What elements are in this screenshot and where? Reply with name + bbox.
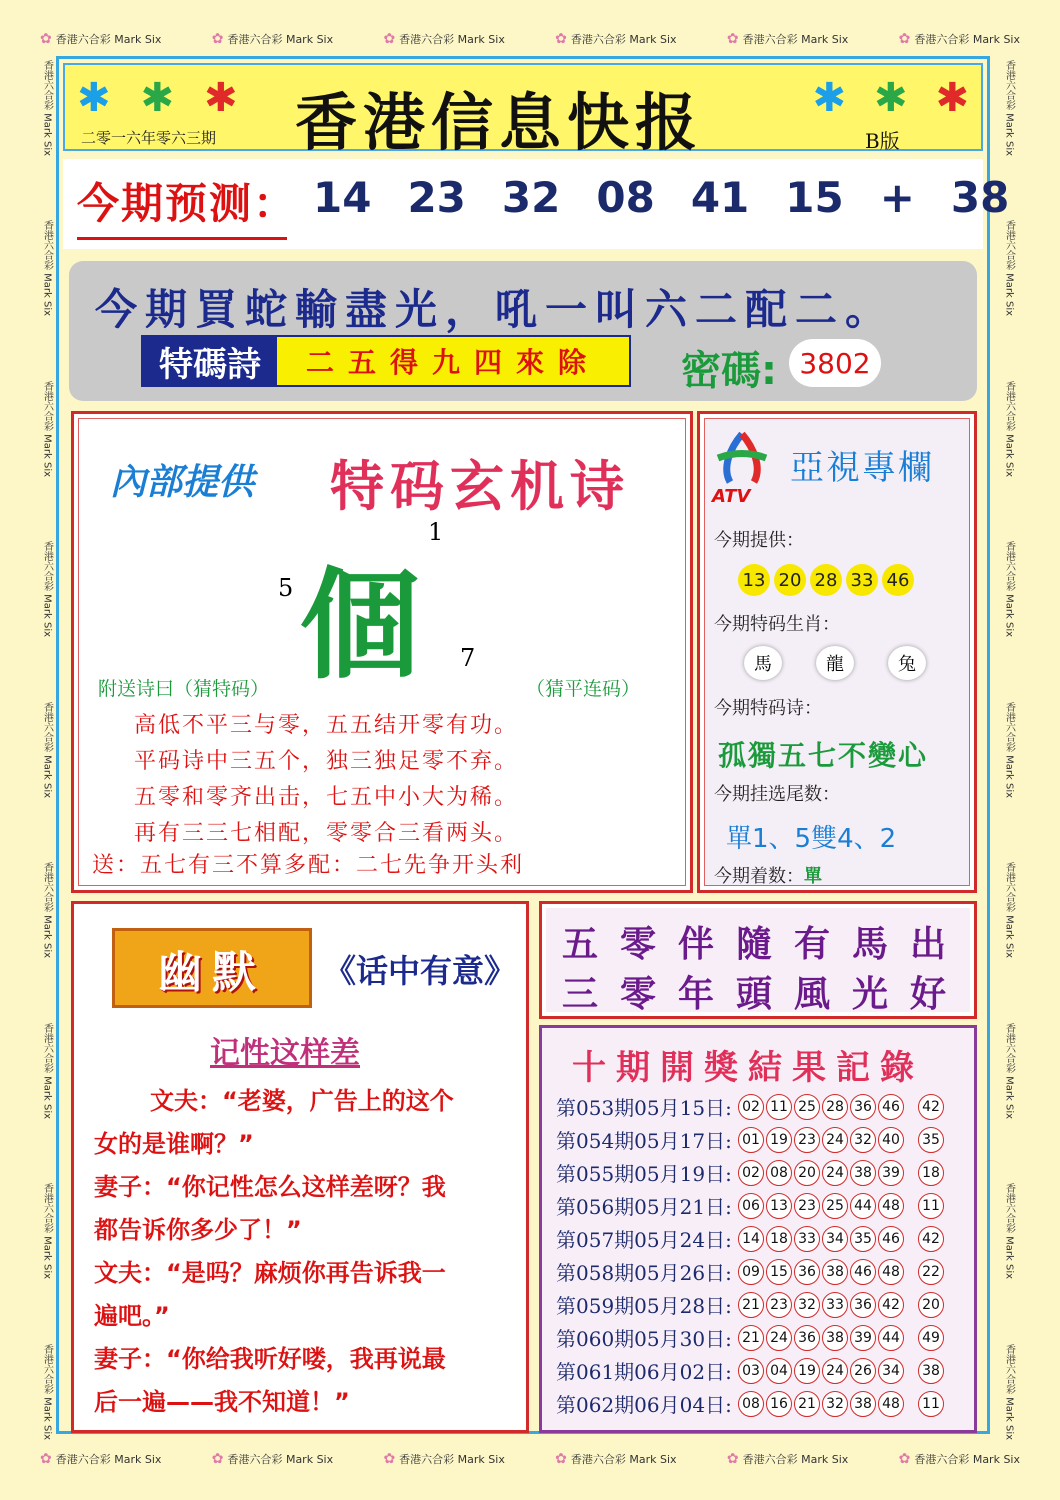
result-ball: 36 — [850, 1094, 876, 1120]
result-row — [556, 1189, 944, 1222]
border-tag: 香港六合彩 Mark Six — [399, 33, 505, 46]
riddle-note-left: 附送诗曰（猜特码） — [98, 678, 270, 700]
border-tag: 香港六合彩 Mark Six — [41, 220, 53, 317]
result-ball: 15 — [766, 1259, 792, 1285]
number-ball: 46 — [882, 564, 914, 596]
humor-badge: 幽默 — [112, 928, 312, 1008]
border-bottom — [40, 1450, 1020, 1468]
result-row-label: 第057期05月24日: — [556, 1228, 732, 1252]
result-special-ball: 49 — [918, 1325, 944, 1351]
riddle-provider: 內部提供 — [110, 462, 255, 503]
result-ball: 09 — [738, 1259, 764, 1285]
result-ball: 38 — [822, 1259, 848, 1285]
result-row — [556, 1090, 944, 1123]
result-ball: 24 — [822, 1127, 848, 1153]
prediction-number: 14 — [313, 173, 372, 222]
humor-line: 文夫：“老婆，广告上的这个 — [150, 1087, 454, 1115]
asterisk-icon: ✱ — [935, 75, 969, 121]
result-ball: 06 — [738, 1193, 764, 1219]
prediction-number: 41 — [690, 173, 750, 222]
number-ball: 33 — [846, 564, 878, 596]
atv-tail-numbers: 單1、5雙4、2 — [726, 824, 897, 854]
humor-story — [94, 1080, 514, 1424]
plus-sign: + — [879, 173, 915, 222]
secret-code-label: 密碼: — [681, 348, 777, 394]
result-ball: 21 — [738, 1325, 764, 1351]
result-ball: 32 — [794, 1292, 820, 1318]
result-ball: 20 — [794, 1160, 820, 1186]
flower-icon: ✿ — [555, 1451, 567, 1467]
result-balls — [738, 1325, 904, 1351]
result-row-label: 第056期05月21日: — [556, 1195, 732, 1219]
riddle-number: 5 — [278, 574, 294, 602]
humor-line: 文夫：“是吗？麻烦你再告诉我一 — [94, 1259, 446, 1287]
border-tag: 香港六合彩 Mark Six — [399, 1453, 505, 1466]
border-tag: 香港六合彩 Mark Six — [1003, 1343, 1015, 1440]
result-row-label: 第058期05月26日: — [556, 1261, 732, 1285]
border-tag: 香港六合彩 Mark Six — [742, 1453, 849, 1466]
results-title: 十期開獎結果記錄 — [572, 1048, 924, 1088]
prediction-number: 08 — [596, 173, 655, 222]
atv-column — [697, 411, 977, 893]
results-panel — [539, 1025, 977, 1433]
atv-column-title: 亞視專欄 — [790, 448, 934, 488]
result-special-ball: 35 — [918, 1127, 944, 1153]
result-row — [556, 1321, 944, 1354]
result-ball: 48 — [878, 1391, 904, 1417]
star-group-left — [77, 75, 238, 121]
result-ball: 33 — [822, 1292, 848, 1318]
result-balls — [738, 1259, 904, 1285]
border-tag: 香港六合彩 Mark Six — [742, 33, 849, 46]
border-tag: 香港六合彩 Mark Six — [41, 380, 53, 478]
atv-parity — [714, 862, 822, 888]
result-row-label: 第061期06月02日: — [556, 1360, 732, 1384]
result-ball: 48 — [878, 1193, 904, 1219]
humor-line: 都告诉你多少了！” — [94, 1216, 302, 1244]
result-row — [556, 1255, 944, 1288]
border-tag: 香港六合彩 Mark Six — [41, 862, 53, 959]
result-ball: 23 — [766, 1292, 792, 1318]
result-balls — [738, 1193, 904, 1219]
result-ball: 03 — [738, 1358, 764, 1384]
atv-poem-label: 今期特码诗： — [714, 698, 822, 719]
prediction-label: 今期预测： — [77, 179, 298, 228]
flower-icon: ✿ — [555, 31, 567, 47]
result-ball: 11 — [766, 1094, 792, 1120]
result-special-ball: 18 — [918, 1160, 944, 1186]
flower-icon: ✿ — [211, 1451, 224, 1467]
border-top — [40, 30, 1020, 48]
flower-icon: ✿ — [898, 1451, 911, 1467]
result-ball: 36 — [794, 1325, 820, 1351]
humor-panel — [71, 901, 529, 1433]
result-ball: 39 — [850, 1325, 876, 1351]
humor-line: 妻子：“你记性怎么这样差呀？我 — [94, 1173, 446, 1201]
border-tag: 香港六合彩 Mark Six — [1003, 1022, 1015, 1119]
result-ball: 34 — [822, 1226, 848, 1252]
result-row — [556, 1288, 944, 1321]
zodiac-ball: 龍 — [816, 646, 854, 680]
result-ball: 24 — [822, 1358, 848, 1384]
result-ball: 13 — [766, 1193, 792, 1219]
result-ball: 44 — [878, 1325, 904, 1351]
result-ball: 02 — [738, 1160, 764, 1186]
result-ball: 42 — [878, 1292, 904, 1318]
riddle-panel — [71, 411, 693, 893]
flower-icon: ✿ — [383, 1451, 396, 1467]
prediction-numbers — [313, 173, 1009, 222]
result-ball: 19 — [794, 1358, 820, 1384]
result-ball: 32 — [850, 1127, 876, 1153]
special-poem-text: 二五得九四來除 — [277, 337, 629, 385]
result-ball: 35 — [850, 1226, 876, 1252]
border-tag: 香港六合彩 Mark Six — [1003, 380, 1015, 478]
border-tag: 香港六合彩 Mark Six — [55, 33, 162, 46]
humor-title: 记性这样差 — [210, 1036, 360, 1071]
border-tag: 香港六合彩 Mark Six — [1003, 541, 1015, 638]
result-ball: 26 — [850, 1358, 876, 1384]
prediction-number: 15 — [785, 173, 844, 222]
result-ball: 36 — [850, 1292, 876, 1318]
asterisk-icon: ✱ — [812, 75, 846, 121]
flower-icon: ✿ — [383, 31, 396, 47]
border-left — [38, 60, 56, 1440]
result-ball: 24 — [822, 1160, 848, 1186]
atv-logo-text: ATV — [712, 486, 751, 507]
slogan-panel — [69, 261, 977, 401]
atv-zodiac-label: 今期特码生肖： — [714, 614, 840, 635]
result-ball: 38 — [850, 1160, 876, 1186]
riddle-bonus-line: 送：五七有三不算多配：二七先争开头利 — [92, 853, 525, 878]
result-ball: 08 — [738, 1391, 764, 1417]
result-balls — [738, 1094, 904, 1120]
humor-line: 遍吧。” — [94, 1302, 170, 1330]
border-tag: 香港六合彩 Mark Six — [1003, 220, 1015, 317]
result-special-ball: 20 — [918, 1292, 944, 1318]
number-ball: 28 — [810, 564, 842, 596]
result-special-ball: 11 — [918, 1193, 944, 1219]
asterisk-icon: ✱ — [873, 75, 908, 121]
result-ball: 19 — [766, 1127, 792, 1153]
result-ball: 36 — [794, 1259, 820, 1285]
result-row — [556, 1354, 944, 1387]
result-ball: 21 — [794, 1391, 820, 1417]
flower-icon: ✿ — [898, 31, 911, 47]
border-tag: 香港六合彩 Mark Six — [41, 1022, 53, 1119]
result-balls — [738, 1292, 904, 1318]
result-ball: 46 — [878, 1094, 904, 1120]
border-tag: 香港六合彩 Mark Six — [1003, 60, 1015, 157]
result-row-label: 第055期05月19日: — [556, 1162, 732, 1186]
result-ball: 46 — [850, 1259, 876, 1285]
result-ball: 33 — [794, 1226, 820, 1252]
humor-line: 妻子：“你给我听好喽，我再说最 — [94, 1345, 446, 1373]
riddle-verses — [134, 708, 518, 852]
masthead — [63, 63, 983, 159]
flower-icon: ✿ — [726, 1451, 739, 1467]
secret-code-value: 3802 — [789, 339, 881, 387]
result-ball: 14 — [738, 1226, 764, 1252]
number-ball: 20 — [774, 564, 806, 596]
prediction-number: 23 — [407, 173, 466, 222]
result-ball: 39 — [878, 1160, 904, 1186]
result-special-ball: 22 — [918, 1259, 944, 1285]
riddle-verse-line: 高低不平三与零，五五结开零有功。 — [134, 713, 519, 738]
humor-line: 后一遍——我不知道！” — [94, 1388, 350, 1416]
atv-provide-label: 今期提供： — [714, 530, 804, 551]
border-tag: 香港六合彩 Mark Six — [41, 1343, 53, 1440]
flower-icon: ✿ — [211, 31, 224, 47]
riddle-verse-line: 平码诗中三五个，独三独足零不弃。 — [134, 749, 519, 774]
riddle-number: 7 — [460, 644, 476, 672]
number-ball: 13 — [738, 564, 770, 596]
verse-panel — [539, 901, 977, 1019]
special-poem — [141, 335, 631, 387]
riddle-note-right: （猜平连码） — [526, 678, 641, 700]
asterisk-icon: ✱ — [140, 75, 175, 121]
riddle-number: 1 — [428, 518, 444, 546]
humor-subtitle: 《话中有意》 — [324, 952, 517, 990]
border-right — [1000, 60, 1018, 1440]
result-balls — [738, 1226, 904, 1252]
masthead-title: 香港信息快报 — [295, 86, 704, 159]
star-group-right — [812, 75, 969, 121]
riddle-verse-line: 五零和零齐出击，七五中小大为稀。 — [134, 785, 519, 810]
prediction-number: 32 — [501, 173, 561, 222]
result-ball: 08 — [766, 1160, 792, 1186]
result-row — [556, 1156, 944, 1189]
result-ball: 01 — [738, 1127, 764, 1153]
result-ball: 21 — [738, 1292, 764, 1318]
result-ball: 23 — [794, 1127, 820, 1153]
result-row — [556, 1123, 944, 1156]
result-ball: 25 — [794, 1094, 820, 1120]
atv-poem: 孤獨五七不變心 — [718, 739, 929, 772]
edition-label: B版 — [865, 129, 900, 153]
atv-zodiac-list — [744, 646, 926, 680]
flower-icon: ✿ — [726, 31, 739, 47]
result-row-label: 第054期05月17日: — [556, 1129, 732, 1153]
border-tag: 香港六合彩 Mark Six — [55, 1453, 162, 1466]
atv-logo-icon — [710, 428, 774, 492]
atv-provide-numbers — [738, 564, 914, 596]
result-ball: 23 — [794, 1193, 820, 1219]
prediction-special: 38 — [950, 173, 1010, 222]
result-row — [556, 1387, 944, 1420]
result-ball: 18 — [766, 1226, 792, 1252]
atv-parity-label: 今期着数： — [714, 866, 804, 887]
border-tag: 香港六合彩 Mark Six — [1003, 862, 1015, 959]
humor-line: 女的是谁啊？” — [94, 1130, 254, 1158]
special-poem-label: 特碼詩 — [143, 337, 277, 385]
flower-icon: ✿ — [40, 1451, 52, 1467]
asterisk-icon: ✱ — [204, 75, 238, 121]
border-tag: 香港六合彩 Mark Six — [1003, 701, 1015, 798]
border-tag: 香港六合彩 Mark Six — [570, 33, 677, 46]
result-row-label: 第059期05月28日: — [556, 1294, 732, 1318]
slogan-text: 今期買蛇輸盡光，吼一叫六二配二。 — [95, 285, 896, 334]
asterisk-icon: ✱ — [77, 75, 111, 121]
prediction-bar — [63, 159, 1010, 249]
verse-line: 三零年頭風光好 — [562, 973, 969, 1015]
result-ball: 44 — [850, 1193, 876, 1219]
flower-icon: ✿ — [40, 31, 52, 47]
result-row-label: 第060期05月30日: — [556, 1327, 732, 1351]
result-special-ball: 42 — [918, 1226, 944, 1252]
result-row-label: 第062期06月04日: — [556, 1393, 732, 1417]
result-ball: 04 — [766, 1358, 792, 1384]
result-ball: 24 — [766, 1325, 792, 1351]
result-balls — [738, 1358, 904, 1384]
result-ball: 02 — [738, 1094, 764, 1120]
border-tag: 香港六合彩 Mark Six — [570, 1453, 677, 1466]
result-balls — [738, 1391, 904, 1417]
riddle-character: 個 — [300, 557, 420, 696]
zodiac-ball: 兔 — [888, 646, 926, 680]
border-tag: 香港六合彩 Mark Six — [41, 60, 53, 157]
result-special-ball: 11 — [918, 1391, 944, 1417]
result-ball: 46 — [878, 1226, 904, 1252]
riddle-verse-line: 再有三三七相配，零零合三看两头。 — [134, 821, 519, 846]
result-special-ball: 38 — [918, 1358, 944, 1384]
riddle-title: 特码玄机诗 — [330, 455, 630, 518]
border-tag: 香港六合彩 Mark Six — [914, 1453, 1020, 1466]
border-tag: 香港六合彩 Mark Six — [914, 33, 1020, 46]
result-row-label: 第053期05月15日: — [556, 1096, 732, 1120]
result-balls — [738, 1160, 904, 1186]
atv-tail-label: 今期挂选尾数： — [714, 784, 840, 805]
zodiac-ball: 馬 — [744, 646, 782, 680]
result-ball: 25 — [822, 1193, 848, 1219]
border-tag: 香港六合彩 Mark Six — [41, 541, 53, 638]
atv-parity-value: 單 — [804, 866, 822, 887]
result-balls — [738, 1127, 904, 1153]
results-table — [556, 1090, 944, 1420]
result-ball: 38 — [850, 1391, 876, 1417]
prediction-underline — [77, 237, 287, 240]
result-ball: 16 — [766, 1391, 792, 1417]
result-ball: 28 — [822, 1094, 848, 1120]
result-ball: 34 — [878, 1358, 904, 1384]
issue-number: 二零一六年零六三期 — [81, 129, 217, 147]
result-row — [556, 1222, 944, 1255]
result-ball: 38 — [822, 1325, 848, 1351]
result-special-ball: 42 — [918, 1094, 944, 1120]
border-tag: 香港六合彩 Mark Six — [227, 1453, 334, 1466]
border-tag: 香港六合彩 Mark Six — [227, 33, 334, 46]
verse-line: 五零伴隨有馬出 — [562, 923, 969, 965]
border-tag: 香港六合彩 Mark Six — [41, 701, 53, 798]
result-ball: 32 — [822, 1391, 848, 1417]
result-ball: 48 — [878, 1259, 904, 1285]
border-tag: 香港六合彩 Mark Six — [41, 1183, 53, 1280]
border-tag: 香港六合彩 Mark Six — [1003, 1183, 1015, 1280]
result-ball: 40 — [878, 1127, 904, 1153]
